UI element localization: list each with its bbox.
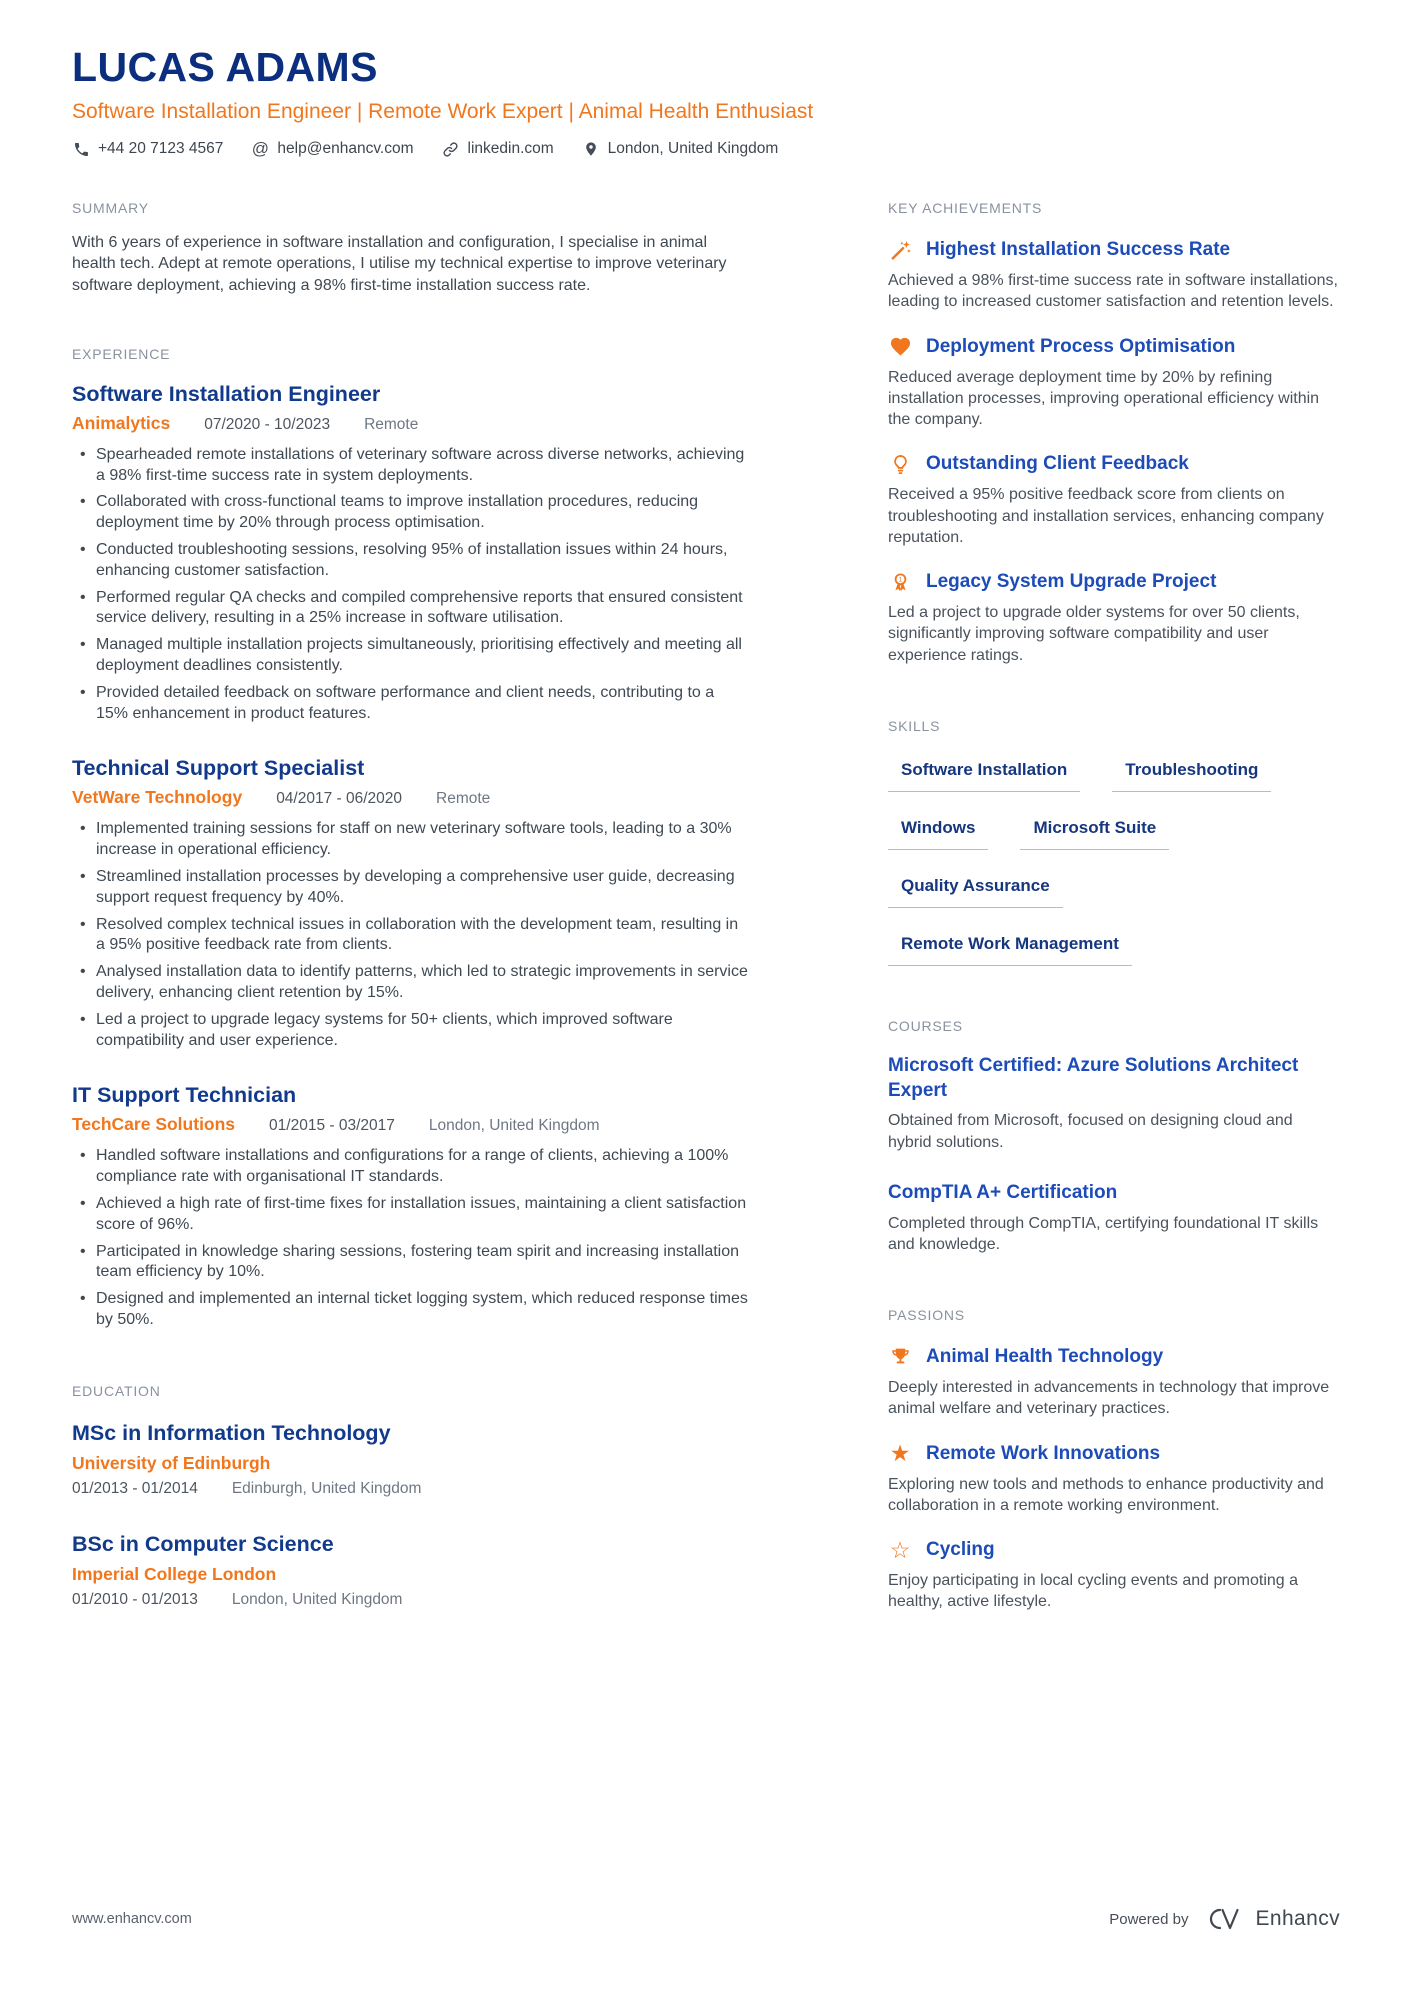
course-text: Completed through CompTIA, certifying foundational IT skills and knowledge. <box>888 1214 1319 1253</box>
footer-site-link[interactable]: www.enhancv.com <box>72 1911 192 1927</box>
achievement-text: Reduced average deployment time by 20% by refining installation processes, improving operational efficiency within the company. <box>888 368 1320 429</box>
skill-chip: Software Installation <box>888 760 1080 792</box>
job-title: Software Installation Engineer <box>72 381 381 406</box>
skills-section <box>888 718 1340 966</box>
bullet-item: • Participated in knowledge sharing sessions, fostering team spirit and increasing installation team efficiency by 10%. <box>96 1242 748 1284</box>
achievement-text: Achieved a 98% first-time success rate in software installations, leading to increased customer satisfaction and retention levels. <box>888 272 1338 311</box>
job-dates: 07/2020 - 10/2023 <box>204 415 331 433</box>
bullet-item: • Led a project to upgrade legacy systems for 50+ clients, which improved software compatibility and user experience. <box>96 1010 748 1052</box>
contact-email-value[interactable]: help@enhancv.com <box>277 140 414 158</box>
skill-chip: Quality Assurance <box>888 876 1063 908</box>
job-company: TechCare Solutions <box>72 1114 236 1135</box>
degree-location: London, United Kingdom <box>231 1590 403 1608</box>
degree-dates: 01/2013 - 01/2014 <box>72 1479 198 1497</box>
heart-icon <box>888 335 912 359</box>
achievement-title: Outstanding Client Feedback <box>926 453 1189 475</box>
degree-dates: 01/2010 - 01/2013 <box>72 1590 198 1608</box>
at-icon: @ <box>251 139 270 159</box>
course-item <box>888 1181 1340 1255</box>
courses-label: COURSES <box>888 1017 963 1034</box>
bullet-item: • Managed multiple installation projects simultaneously, prioritising effectively and meeting all deployment deadlines consistently. <box>96 635 748 677</box>
job-dates: 01/2015 - 03/2017 <box>269 1117 395 1135</box>
degree-meta <box>72 1591 748 1609</box>
magic-wand-icon <box>888 238 912 262</box>
job-entry <box>72 382 748 725</box>
contact-phone-value[interactable]: +44 20 7123 4567 <box>98 140 224 158</box>
link-icon <box>442 140 460 158</box>
skills-label: SKILLS <box>888 717 941 734</box>
degree-entry <box>72 1532 748 1609</box>
courses-section <box>888 1018 1340 1255</box>
bullet-item: • Achieved a high rate of first-time fixes for installation issues, maintaining a client satisfaction score of 96%. <box>96 1194 748 1236</box>
achievements-section <box>888 200 1340 666</box>
bullet-item: • Implemented training sessions for staff on new veterinary software tools, leading to a 30% increase in operational efficiency. <box>96 819 748 861</box>
medal-icon <box>888 570 912 594</box>
passion-text: Exploring new tools and methods to enhance productivity and collaboration in a remote working environment. <box>888 1475 1324 1514</box>
passion-title: Cycling <box>926 1539 995 1561</box>
achievement-item <box>888 452 1340 548</box>
star-icon: ★ <box>889 1440 911 1467</box>
passions-section <box>888 1307 1340 1613</box>
degree-school: University of Edinburgh <box>72 1452 271 1473</box>
achievement-item <box>888 570 1340 666</box>
achievement-item <box>888 335 1340 431</box>
experience-section <box>72 346 748 1331</box>
job-title: IT Support Technician <box>72 1083 297 1108</box>
summary-label: SUMMARY <box>72 200 149 217</box>
location-pin-icon <box>582 140 600 158</box>
skills-row <box>888 818 1340 850</box>
passion-item <box>888 1442 1340 1517</box>
degree-meta <box>72 1480 748 1498</box>
degree-entry <box>72 1421 748 1498</box>
degree-title: BSc in Computer Science <box>72 1531 334 1556</box>
skill-chip: Remote Work Management <box>888 934 1132 966</box>
degree-location: Edinburgh, United Kingdom <box>231 1479 422 1497</box>
contact-linkedin-value[interactable]: linkedin.com <box>467 140 554 158</box>
left-column <box>72 200 748 1665</box>
passion-text: Deeply interested in advancements in technology that improve animal welfare and veterinary practices. <box>888 1379 1330 1418</box>
passion-title: Animal Health Technology <box>926 1346 1164 1368</box>
achievement-item <box>888 238 1340 313</box>
job-company: Animalytics <box>72 412 171 433</box>
skills-row <box>888 934 1340 966</box>
achievement-head <box>888 452 1340 476</box>
job-meta <box>72 1114 748 1135</box>
bullet-item: • Conducted troubleshooting sessions, resolving 95% of installation issues within 24 hours, enhancing customer satisfaction. <box>96 540 748 582</box>
degree-title: MSc in Information Technology <box>72 1420 391 1445</box>
contact-email <box>251 140 413 158</box>
skills-row <box>888 876 1340 908</box>
skill-chip: Microsoft Suite <box>1020 818 1169 850</box>
achievement-title: Legacy System Upgrade Project <box>926 571 1217 593</box>
summary-section <box>72 200 748 296</box>
bullet-item: • Analysed installation data to identify patterns, which led to strategic improvements in service delivery, enhancing client retention by 15%. <box>96 962 748 1004</box>
passion-title: Remote Work Innovations <box>926 1442 1161 1464</box>
contact-location-value: London, United Kingdom <box>607 140 779 158</box>
job-meta <box>72 787 748 808</box>
skill-chip: Windows <box>888 818 988 850</box>
achievement-head <box>888 570 1340 594</box>
job-company: VetWare Technology <box>72 787 243 808</box>
achievement-title: Highest Installation Success Rate <box>926 239 1231 261</box>
bullet-item: • Provided detailed feedback on software performance and client needs, contributing to a 15% enhancement in product features. <box>96 683 748 725</box>
job-location: Remote <box>364 415 419 433</box>
degree-school: Imperial College London <box>72 1563 277 1584</box>
person-name: LUCAS ADAMS <box>72 44 378 90</box>
summary-text: With 6 years of experience in software installation and configuration, I specialise in animal health tech. Adept at remote operations, I utilise my technical expertise to improve veterinary software deployment, achieving a 98% first-time installation success rate. <box>72 234 727 294</box>
powered-by-text: Powered by <box>1109 1910 1189 1928</box>
achievement-head <box>888 238 1340 262</box>
skill-chip: Troubleshooting <box>1112 760 1271 792</box>
right-column <box>888 200 1340 1665</box>
passion-head <box>888 1345 1340 1369</box>
achievements-label: KEY ACHIEVEMENTS <box>888 200 1043 217</box>
job-meta <box>72 413 748 434</box>
achievement-text: Led a project to upgrade older systems for over 50 clients, significantly improving software compatibility and user experience ratings. <box>888 604 1300 664</box>
bullet-item: • Performed regular QA checks and compiled comprehensive reports that ensured consistent service delivery, resulting in a 25% increase in software utilisation. <box>96 588 748 630</box>
svg-text:1: 1 <box>898 576 902 584</box>
bullet-item: • Streamlined installation processes by developing a comprehensive user guide, decreasing support request frequency by 40%. <box>96 867 748 909</box>
passion-item <box>888 1538 1340 1613</box>
enhancv-logo[interactable] <box>1204 1905 1340 1933</box>
enhancv-logo-mark <box>1204 1905 1246 1933</box>
skills-list <box>888 760 1340 966</box>
passion-text: Enjoy participating in local cycling events and promoting a healthy, active lifestyle. <box>888 1572 1299 1611</box>
bullet-item: • Designed and implemented an internal ticket logging system, which reduced response times by 50%. <box>96 1289 748 1331</box>
passion-item <box>888 1345 1340 1420</box>
bullet-item: • Spearheaded remote installations of veterinary software across diverse networks, achieving a 98% first-time success rate in system deployments. <box>96 445 748 487</box>
passion-head <box>888 1442 1340 1466</box>
bullet-item: • Collaborated with cross-functional teams to improve installation procedures, reducing deployment time by 20% through process optimisation. <box>96 492 748 534</box>
experience-label: EXPERIENCE <box>72 345 171 362</box>
job-location: Remote <box>436 790 491 808</box>
job-bullets <box>72 445 748 725</box>
education-section <box>72 1383 748 1609</box>
contact-location <box>582 140 779 158</box>
job-bullets <box>72 1146 748 1330</box>
header <box>72 46 1340 158</box>
star-outline-icon: ☆ <box>889 1536 911 1563</box>
footer <box>72 1905 1340 1933</box>
lightbulb-icon <box>888 452 912 476</box>
achievement-title: Deployment Process Optimisation <box>926 335 1236 357</box>
enhancv-logo-text: Enhancv <box>1255 1907 1340 1930</box>
passions-label: PASSIONS <box>888 1307 965 1324</box>
achievement-head <box>888 335 1340 359</box>
bullet-item: • Handled software installations and configurations for a range of clients, achieving a 100% compliance rate with organisational IT standards. <box>96 1146 748 1188</box>
skills-row <box>888 760 1340 792</box>
columns <box>72 200 1340 1665</box>
job-location: London, United Kingdom <box>428 1117 600 1135</box>
achievement-text: Received a 95% positive feedback score from clients on troubleshooting and installation services, enhancing company reputation. <box>888 486 1324 546</box>
trophy-icon <box>888 1345 912 1369</box>
powered-by <box>1109 1905 1340 1933</box>
course-text: Obtained from Microsoft, focused on designing cloud and hybrid solutions. <box>888 1112 1293 1151</box>
contact-row <box>72 140 1340 158</box>
contact-phone <box>72 140 223 158</box>
bullet-item: • Resolved complex technical issues in collaboration with the development team, resulting in a 95% positive feedback rate from clients. <box>96 915 748 957</box>
job-entry <box>72 1083 748 1330</box>
course-title: CompTIA A+ Certification <box>888 1181 1118 1203</box>
job-entry <box>72 756 748 1051</box>
job-dates: 04/2017 - 06/2020 <box>276 790 403 808</box>
job-bullets <box>72 819 748 1051</box>
contact-linkedin <box>442 140 554 158</box>
headline: Software Installation Engineer | Remote Work Expert | Animal Health Enthusiast <box>72 100 814 124</box>
course-title: Microsoft Certified: Azure Solutions Architect Expert <box>888 1054 1299 1101</box>
job-title: Technical Support Specialist <box>72 756 365 781</box>
phone-icon <box>72 140 90 158</box>
education-label: EDUCATION <box>72 1382 161 1399</box>
course-item <box>888 1054 1340 1153</box>
passion-head <box>888 1538 1340 1562</box>
